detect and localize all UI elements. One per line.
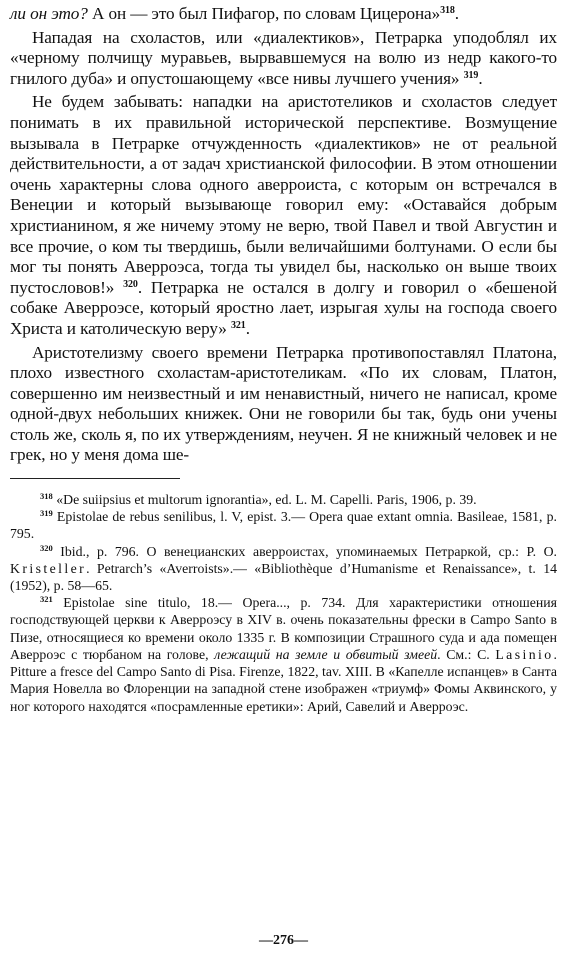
footnote-number: 321 (40, 594, 53, 605)
paragraph-end: . (478, 68, 483, 88)
paragraph-text: . Петрарка не остался в долгу и говорил о «бешеной собаке Аверроэсе, который яростно лает, изрыгая хулы на господа своего Христа и католическую веру» (10, 277, 557, 338)
footnote-text: Epistolae de rebus senilibus, l. V, epist. 3.— Opera quae extant omnia. Basileae, 1581, p. 795. (10, 509, 558, 542)
paragraph (10, 28, 557, 90)
footnote-ref: 320 (123, 278, 138, 290)
footnote-author: Lasinio (495, 646, 554, 662)
paragraph (10, 92, 557, 339)
footnote (10, 543, 557, 595)
footnote-text: «De suiipsius et multorum ignorantia», ed. L. M. Capelli. Paris, 1906, p. 39. (56, 492, 477, 508)
paragraph-italic-opening: ли он это? (10, 4, 88, 23)
footnote-number: 320 (40, 542, 53, 553)
main-text (10, 4, 557, 466)
footnote-ref: 318 (440, 5, 455, 16)
footnote-text: Epistolae sine titulo, 18.— Opera..., p. 734. Для характеристики отношения господствующей церкви к Аверроэсу в XIV в. очень показательны фрески в Campo Santo в Пизе, относящиеся ко времени около 1335 г. В композиции Страшного суда и ада помещен Аверроэс с тюрбаном на голове, (10, 595, 557, 662)
paragraph-text: Нападая на схоластов, или «диалектиков», Петрарка уподоблял их «черному полчищу муравьев, вырвавшемуся на волю из недр какого-то гнилого дуба» и опустошающему «все нивы лучшего учения» (10, 27, 557, 88)
footnote-number: 319 (40, 508, 53, 519)
paragraph-text: А он — это был Пифагор, по словам Цицерона» (87, 4, 441, 23)
footnote-number: 318 (40, 490, 53, 501)
footnote (10, 491, 557, 508)
footnote-text: . Petrarch’s «Averroists».— «Bibliothèque d’Humanisme et Renaissance», t. 14 (1952), p. 58—65. (10, 560, 557, 594)
footnote-italic: лежащий на земле и обвитый змеей (214, 646, 438, 662)
footnote-author: Kristeller (10, 560, 87, 576)
footnote-text: . Pitture a fresce del Campo Santo di Pisa. Firenze, 1822, tav. XIII. В «Капелле испанцев» в Санта Мария Новелла во Флоренции на западной стене изображен «триумф» Фомы Аквинского, у ног которого находятся «посрамленные еретики»: Арий, Савелий и Аверроэс. (10, 646, 557, 714)
paragraph-continuation (10, 4, 557, 25)
footnote (10, 508, 557, 542)
paragraph-text: Не будем забывать: нападки на аристотеликов и схоластов следует понимать в их правильной исторической перспективе. Возмущение вызывала в Петрарке отчужденность «диалектиков» не от реальной действительности, а от задач христианской философии. В этом отношении очень характерны слова одного аверроиста, с которым он встречался в Венеции и который вызывающе говорил ему: «Оставайся добрым христианином, я же ничему этому не верю, твой Павел и твой Августин и все прочие, о ком ты твердишь, были величайшими болтунами. О если бы мог ты понять Аверроэса, тогда ты увидел бы, насколько он выше твоих пустословов!» (10, 92, 557, 297)
paragraph-text: Аристотелизму своего времени Петрарка противопоставлял Платона, плохо известного схоластам-аристотеликам. «По их словам, Платон, совершенно им неизвестный и им ненавистный, ничего не написал, кроме одной-двух небольших книжек. Они не говорили бы так, будь они учены столь же, сколь я, по их утверждениям, неучен. Я не книжный человек и не грек, но у меня дома ше- (10, 342, 557, 465)
page-number: —276— (259, 933, 308, 948)
footnote-text: Ibid., p. 796. О венецианских аверроистах, упоминаемых Петраркой, ср.: P. O. (60, 543, 558, 559)
book-page (10, 4, 557, 715)
footnote-divider (10, 478, 180, 479)
footnote-ref: 319 (463, 69, 479, 81)
paragraph-end: . (454, 4, 459, 23)
footnote (10, 594, 557, 714)
footnotes (10, 491, 557, 715)
paragraph (10, 343, 557, 467)
footnote-ref: 321 (230, 319, 246, 331)
paragraph-end: . (245, 318, 250, 338)
footnote-text: . См.: C. (437, 646, 496, 662)
